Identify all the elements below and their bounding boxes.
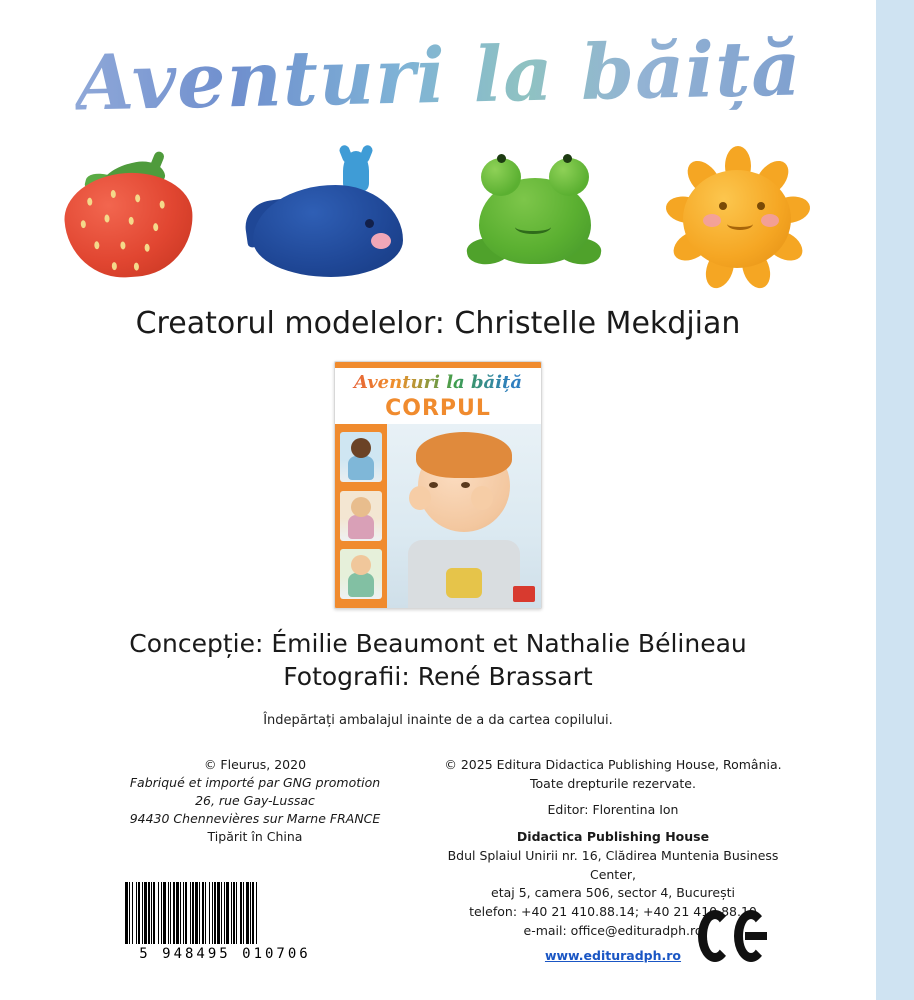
cover-title: Aventuri la băiță <box>335 372 541 393</box>
page-title: Aventuri la băiță <box>73 23 803 128</box>
frog-eye-right-icon <box>549 158 589 196</box>
cover-top-bar <box>335 362 541 368</box>
editor-line: Editor: Florentina Ion <box>547 802 679 818</box>
title-block <box>0 0 876 128</box>
strawberry-toy <box>59 145 199 280</box>
whale-toy <box>245 145 415 280</box>
barcode-block <box>125 882 325 962</box>
sun-cheek-left-icon <box>703 214 721 227</box>
sun-mouth-icon <box>727 218 753 230</box>
photography-credit: Fotografii: René Brassart <box>283 661 593 691</box>
book-cover-thumbnail <box>334 361 542 609</box>
manufacturer-line-3: 94430 Chennevières sur Marne FRANCE <box>129 811 381 827</box>
sun-toy <box>657 140 817 280</box>
publisher-address-1: Bdul Splaiul Unirii nr. 16, Clădirea Muntenia Business Center, <box>447 847 779 882</box>
frog-toy <box>461 140 611 280</box>
bottom-row <box>0 882 838 962</box>
publisher-phone: telefon: +40 21 410.88.14; +40 21 410.88.10 <box>469 904 757 920</box>
rights-reserved: Toate drepturile rezervate. <box>530 775 696 791</box>
frog-pupil-left-icon <box>497 154 506 163</box>
cover-mini-photo <box>340 491 382 541</box>
frog-eye-left-icon <box>481 158 521 196</box>
publisher-email: e-mail: office@edituradph.ro <box>523 922 703 938</box>
sun-cheek-right-icon <box>761 214 779 227</box>
strawberry-body-icon <box>62 168 197 281</box>
publisher-logo-icon <box>513 586 535 602</box>
safety-warning: Îndepărtați ambalajul inainte de a da cartea copilului. <box>263 712 613 728</box>
concept-credit: Concepție: Émilie Beaumont et Nathalie Bélineau <box>129 628 747 658</box>
fleurus-copyright: © Fleurus, 2020 <box>203 756 307 772</box>
credits-block <box>0 629 876 691</box>
cover-main-photo <box>387 424 541 608</box>
cover-mini-photo <box>340 549 382 599</box>
publisher-website-link[interactable]: www.edituradph.ro <box>544 947 682 963</box>
frog-mouth-icon <box>515 220 551 234</box>
manufacturer-line-2: 26, rue Gay-Lussac <box>195 793 315 809</box>
frog-pupil-right-icon <box>563 154 572 163</box>
barcode-image <box>125 882 325 944</box>
publisher-address-2: etaj 5, camera 506, sector 4, București <box>491 885 735 901</box>
creator-credit: Creatorul modelelor: Christelle Mekdjian <box>135 305 741 341</box>
cover-mini-photo <box>340 432 382 482</box>
whale-eye-icon <box>365 219 374 228</box>
barcode-digits: 5 948495 010706 <box>139 946 311 962</box>
sun-eye-left-icon <box>719 202 727 210</box>
cover-thumbnail-wrap <box>0 361 876 609</box>
toy-illustration-row <box>0 130 876 280</box>
ce-mark-icon <box>698 910 768 962</box>
publisher-copyright: © 2025 Editura Didactica Publishing House, România. <box>444 756 782 772</box>
publisher-name: Didactica Publishing House <box>516 829 710 845</box>
whale-cheek-icon <box>371 233 391 249</box>
cover-subtitle: CORPUL <box>385 395 491 421</box>
sun-eye-right-icon <box>757 202 765 210</box>
cover-side-strip <box>335 424 387 608</box>
manufacturer-line-1: Fabriqué et importé par GNG promotion <box>129 774 381 790</box>
printed-in: Tipărit în China <box>207 829 303 845</box>
spine-strip <box>876 0 914 1000</box>
